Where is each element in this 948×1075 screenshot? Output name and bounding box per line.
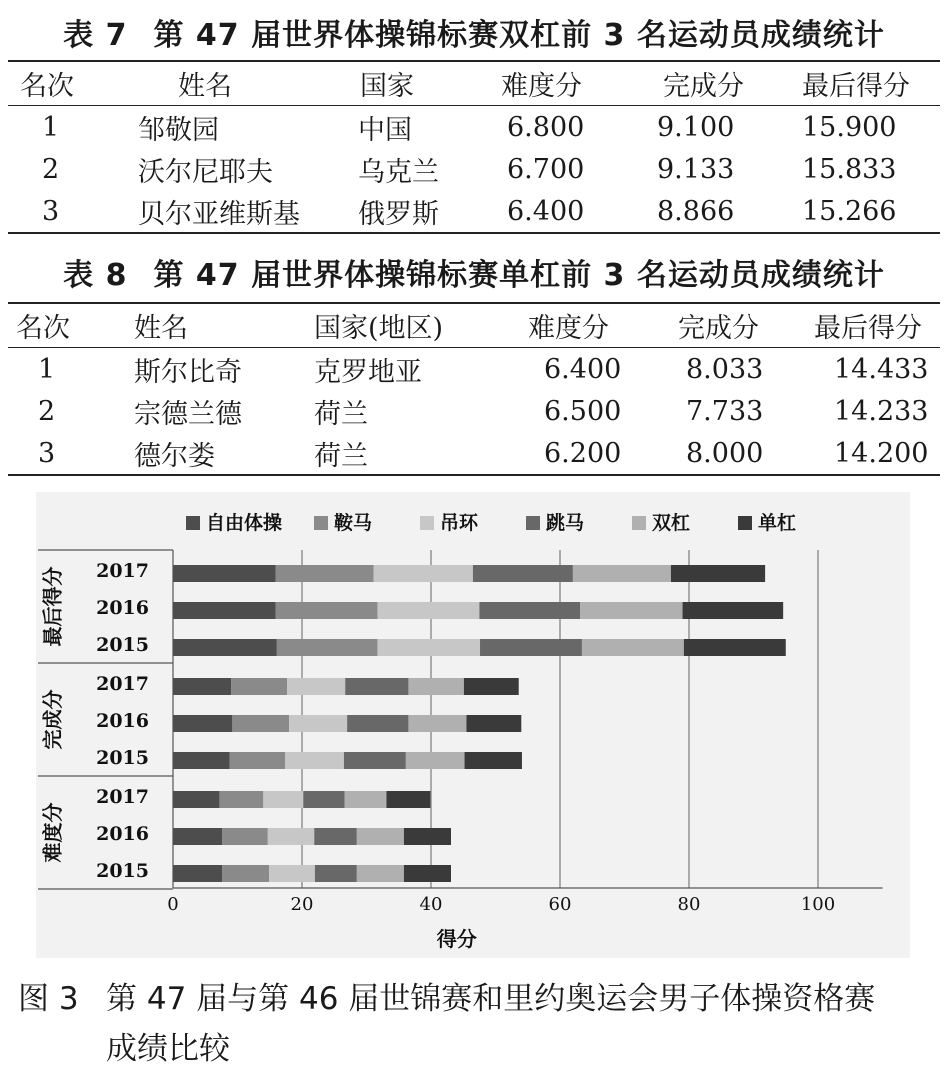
x-tick-label: 20 bbox=[290, 894, 314, 915]
execution-cell: 9.133 bbox=[657, 153, 735, 185]
table7-title bbox=[0, 10, 948, 54]
difficulty-cell: 6.200 bbox=[508, 432, 658, 475]
group-label: 完成分 bbox=[40, 689, 65, 750]
execution-cell: 8.000 bbox=[658, 432, 798, 475]
bar-segment bbox=[671, 565, 765, 582]
table-row bbox=[8, 432, 940, 475]
table-row bbox=[8, 390, 940, 432]
name-cell: 邹敬园 bbox=[138, 114, 219, 146]
table8 bbox=[8, 302, 940, 476]
bar-segment bbox=[173, 602, 276, 619]
rank-cell: 1 bbox=[42, 111, 60, 143]
table-row bbox=[8, 190, 940, 233]
difficulty-cell: 6.700 bbox=[507, 153, 585, 185]
final-score-cell: 15.900 bbox=[802, 111, 897, 143]
bar-segment bbox=[231, 678, 287, 695]
table8-header: 姓名 bbox=[128, 303, 308, 348]
difficulty-cell: 6.800 bbox=[507, 111, 585, 143]
bar-segment bbox=[222, 828, 268, 845]
bar-segment bbox=[377, 639, 480, 656]
bar-segment bbox=[466, 715, 521, 732]
table8-caption: 第 47 届世界体操锦标赛单杠前 3 名运动员成绩统计 bbox=[153, 258, 885, 293]
execution-cell: 8.033 bbox=[686, 353, 764, 385]
bar-segment bbox=[357, 865, 404, 882]
legend-swatch bbox=[420, 516, 434, 530]
final-score-cell: 14.200 bbox=[798, 432, 940, 475]
bar-segment bbox=[582, 639, 684, 656]
category-label: 2015 bbox=[96, 860, 149, 882]
bar-segment bbox=[315, 865, 357, 882]
x-tick-label: 40 bbox=[419, 894, 443, 915]
bar-segment bbox=[465, 752, 522, 769]
stacked-bar-chart bbox=[36, 492, 910, 958]
bar-segment bbox=[684, 639, 786, 656]
bar-segment bbox=[347, 715, 408, 732]
table8-header: 名次 bbox=[8, 303, 128, 348]
group-label: 难度分 bbox=[40, 802, 65, 863]
bar-segment bbox=[222, 865, 269, 882]
region-cell: 克罗地亚 bbox=[314, 356, 422, 388]
region-cell: 荷兰 bbox=[308, 432, 508, 475]
legend-label: 自由体操 bbox=[206, 512, 283, 534]
bar-segment bbox=[268, 828, 314, 845]
bar-segment bbox=[580, 602, 683, 619]
bar-segment bbox=[277, 639, 378, 656]
bar-segment bbox=[345, 678, 408, 695]
bar-segment bbox=[314, 828, 357, 845]
final-score-cell: 14.433 bbox=[834, 353, 929, 385]
table8-header: 国家(地区) bbox=[308, 303, 508, 348]
bar-segment bbox=[480, 639, 582, 656]
bar-segment bbox=[230, 752, 285, 769]
legend-swatch bbox=[314, 516, 328, 530]
difficulty-cell: 6.400 bbox=[493, 190, 643, 233]
name-cell: 斯尔比奇 bbox=[134, 356, 242, 388]
final-score-cell: 15.266 bbox=[788, 190, 940, 233]
rank-cell: 3 bbox=[8, 432, 128, 475]
bar-segment bbox=[408, 678, 463, 695]
group-label: 最后得分 bbox=[40, 566, 65, 647]
table7-header: 完成分 bbox=[643, 61, 788, 106]
category-label: 2016 bbox=[96, 710, 149, 732]
table8-header: 最后得分 bbox=[798, 303, 940, 348]
difficulty-cell: 6.500 bbox=[544, 395, 622, 427]
bar-segment bbox=[404, 865, 451, 882]
final-score-cell: 15.833 bbox=[802, 153, 897, 185]
legend-label: 单杠 bbox=[758, 512, 797, 534]
bar-segment bbox=[408, 715, 466, 732]
rank-cell: 3 bbox=[8, 190, 108, 233]
bar-segment bbox=[473, 565, 573, 582]
x-tick-label: 80 bbox=[677, 894, 701, 915]
table-row bbox=[8, 348, 940, 391]
rank-cell: 2 bbox=[38, 395, 56, 427]
bar-segment bbox=[269, 865, 315, 882]
difficulty-cell: 6.400 bbox=[544, 353, 622, 385]
legend-swatch bbox=[526, 516, 540, 530]
table7-header: 难度分 bbox=[493, 61, 643, 106]
caption-line1: 第 47 届与第 46 届世锦赛和里约奥运会男子体操资格赛 bbox=[106, 981, 876, 1017]
figure-caption bbox=[18, 974, 938, 1074]
bar-segment bbox=[173, 828, 222, 845]
legend-swatch bbox=[632, 516, 646, 530]
table7-header: 名次 bbox=[8, 61, 108, 106]
country-cell: 俄罗斯 bbox=[348, 190, 493, 233]
bar-segment bbox=[683, 602, 784, 619]
bar-segment bbox=[287, 678, 345, 695]
bar-segment bbox=[263, 791, 303, 808]
legend-label: 跳马 bbox=[546, 512, 585, 534]
bar-segment bbox=[173, 678, 231, 695]
table8-title bbox=[0, 250, 948, 294]
region-cell: 荷兰 bbox=[314, 398, 368, 430]
execution-cell: 9.100 bbox=[657, 111, 735, 143]
name-cell: 德尔娄 bbox=[128, 432, 308, 475]
category-label: 2017 bbox=[96, 786, 149, 808]
category-label: 2016 bbox=[96, 597, 149, 619]
table7-header: 国家 bbox=[348, 61, 493, 106]
legend-label: 鞍马 bbox=[334, 512, 373, 534]
legend-swatch bbox=[738, 516, 752, 530]
name-cell: 宗德兰德 bbox=[134, 398, 242, 430]
execution-cell: 8.866 bbox=[643, 190, 788, 233]
bar-segment bbox=[173, 865, 222, 882]
table7-number: 表 7 bbox=[63, 18, 128, 53]
bar-segment bbox=[173, 715, 232, 732]
legend-label: 双杠 bbox=[652, 512, 691, 534]
bar-segment bbox=[232, 715, 289, 732]
bar-segment bbox=[464, 678, 519, 695]
rank-cell: 1 bbox=[38, 353, 56, 385]
bar-segment bbox=[173, 639, 277, 656]
bar-segment bbox=[276, 602, 378, 619]
bar-segment bbox=[285, 752, 344, 769]
table8-header: 难度分 bbox=[508, 303, 658, 348]
category-label: 2017 bbox=[96, 673, 149, 695]
bar-segment bbox=[377, 602, 479, 619]
bar-segment bbox=[386, 791, 430, 808]
category-label: 2016 bbox=[96, 823, 149, 845]
rank-cell: 2 bbox=[42, 153, 60, 185]
legend-label: 吊环 bbox=[440, 512, 479, 534]
bar-segment bbox=[276, 565, 374, 582]
table7-caption: 第 47 届世界体操锦标赛双杠前 3 名运动员成绩统计 bbox=[153, 18, 885, 53]
x-axis-title: 得分 bbox=[436, 927, 477, 951]
country-cell: 中国 bbox=[358, 114, 412, 146]
table8-header: 完成分 bbox=[658, 303, 798, 348]
bar-segment bbox=[303, 791, 344, 808]
bar-segment bbox=[173, 791, 219, 808]
bar-segment bbox=[406, 752, 465, 769]
category-label: 2015 bbox=[96, 747, 149, 769]
x-tick-label: 100 bbox=[800, 894, 836, 915]
table7-header: 最后得分 bbox=[788, 61, 940, 106]
bar-segment bbox=[374, 565, 473, 582]
bar-segment bbox=[479, 602, 580, 619]
table7-header: 姓名 bbox=[108, 61, 348, 106]
bar-segment bbox=[219, 791, 263, 808]
name-cell: 贝尔亚维斯基 bbox=[108, 190, 348, 233]
caption-line2: 成绩比较 bbox=[106, 1031, 230, 1067]
table-row bbox=[8, 148, 940, 190]
bar-segment bbox=[357, 828, 404, 845]
table7 bbox=[8, 60, 940, 234]
figure-number: 图 3 bbox=[18, 981, 79, 1017]
bar-segment bbox=[173, 565, 276, 582]
chart-panel bbox=[36, 492, 910, 958]
final-score-cell: 14.233 bbox=[834, 395, 929, 427]
category-label: 2015 bbox=[96, 634, 149, 656]
bar-segment bbox=[173, 752, 230, 769]
bar-segment bbox=[404, 828, 451, 845]
table8-number: 表 8 bbox=[63, 258, 128, 293]
bar-segment bbox=[573, 565, 671, 582]
bar-segment bbox=[344, 752, 406, 769]
table-row bbox=[8, 106, 940, 149]
bar-segment bbox=[345, 791, 387, 808]
legend-swatch bbox=[186, 516, 200, 530]
category-label: 2017 bbox=[96, 560, 149, 582]
x-tick-label: 60 bbox=[548, 894, 572, 915]
x-tick-label: 0 bbox=[167, 894, 179, 915]
bar-segment bbox=[289, 715, 347, 732]
execution-cell: 7.733 bbox=[686, 395, 764, 427]
name-cell: 沃尔尼耶夫 bbox=[138, 156, 273, 188]
country-cell: 乌克兰 bbox=[358, 156, 439, 188]
